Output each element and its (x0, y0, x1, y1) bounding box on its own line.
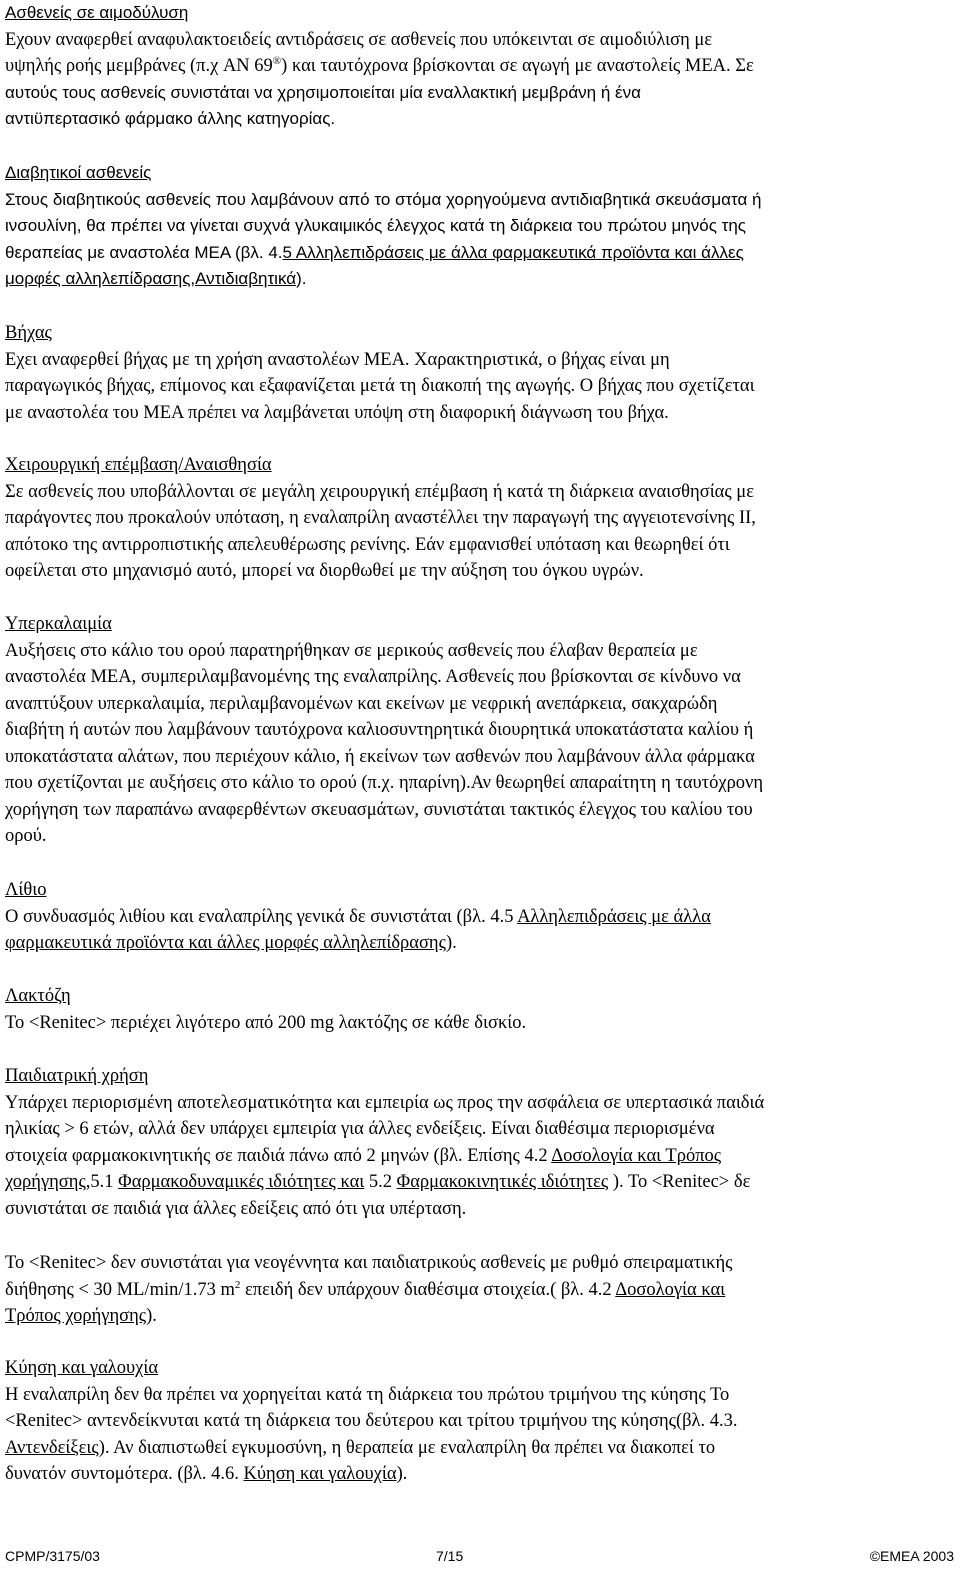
section-pregnancy-lactation (5, 1355, 738, 1488)
text-line: μορφές αλληλεπίδρασης,Αντιδιαβητικά). (5, 269, 307, 288)
document-id: CPMP/3175/03 (5, 1548, 100, 1564)
section-heading: Λακτόζη (5, 986, 71, 1006)
text-line: ηλικίας > 6 ετών, αλλά δεν υπάρχει εμπειρία για άλλες ενδείξεις. Είναι διαθέσιμα περιορισμένα (5, 1119, 715, 1139)
text-line: Η εναλαπρίλη δεν θα πρέπει να χορηγείται κατά τη διάρκεια του πρώτου τριμήνου της κύησης Το (5, 1384, 730, 1405)
text-line: Το <Renitec> δεν συνιστάται για νεογέννητα και παιδιατρικούς ασθενείς με ρυθμό σπειραματικής (5, 1253, 733, 1273)
section-hyperkalaemia (5, 611, 763, 850)
section-heading: Παιδιατρική χρήση (5, 1066, 149, 1086)
text-line: Το <Renitec> περιέχει λιγότερο από 200 mg λακτόζης σε κάθε δισκίο. (5, 1012, 527, 1033)
text-line: διήθησης < 30 ML/min/1.73 $m^2$ επειδή δεν υπάρχουν διαθέσιμα στοιχεία.( βλ. 4.2 Δοσολογία και (5, 1278, 726, 1300)
section-heading: Βήχας (5, 323, 52, 343)
text-line: με αναστολέα του ΜΕΑ πρέπει να λαμβάνεται υπόψη στη διαφορική διάγνωση του βήχα. (5, 402, 669, 423)
text-line: ορού. (5, 826, 47, 846)
text-line: θεραπείας με αναστολέα ΜΕΑ (βλ. 4.5 Αλληλεπιδράσεις με άλλα φαρμακευτικά προϊόντα και άλλες (5, 242, 744, 262)
superscript: 2 (234, 1278, 241, 1291)
text-line: παράγοντες που προκαλούν υπόταση, η εναλαπρίλη αναστέλλει την παραγωγή της αγγειοτενσίνης ΙΙ, (5, 508, 756, 528)
copyright-notice: ©EMEA 2003 (869, 1548, 954, 1564)
section-heading: Κύηση και γαλουχία (5, 1358, 159, 1378)
text-line: Υπάρχει περιορισμένη αποτελεσματικότητα και εμπειρία ως προς την ασφάλεια σε υπερτασικά παιδιά (5, 1092, 765, 1113)
text-line: παραγωγικός βήχας, επίμονος και εξαφανίζεται μετά τη διακοπή της αγωγής. Ο βήχας που σχετίζεται (5, 376, 755, 396)
text-line: διαβήτη ή αυτών που λαμβάνουν ταυτόχρονα καλιοσυντηρητικά διουρητικά υποκατάστατα καλίου ή (5, 720, 754, 740)
text-line: Στους διαβητικούς ασθενείς που λαμβάνουν από το στόμα χορηγούμενα αντιδιαβητικά σκευάσματα ή (5, 189, 762, 209)
text-line: φαρμακευτικά προϊόντα και άλλες μορφές αλληλεπίδρασης). (5, 933, 457, 953)
cross-reference-link[interactable]: χορήγησης (5, 1172, 86, 1192)
cross-reference-link[interactable]: Δοσολογία και Τρόπος (551, 1145, 722, 1166)
text-line: Εχουν αναφερθεί αναφυλακτοειδείς αντιδράσεις σε ασθενείς που υπόκεινται σε αιμοδιύλιση με (5, 29, 713, 50)
text-line: αυτούς τους ασθενείς συνιστάται να χρησιμοποιείται μία εναλλακτική μεμβράνη ή ένα (5, 82, 641, 102)
text-line: Σε ασθενείς που υποβάλλονται σε μεγάλη χειρουργική επέμβαση ή κατά τη διάρκεια αναισθησίας με (5, 481, 754, 502)
section-heading: Υπερκαλαιμία (5, 614, 112, 634)
text-line: χορήγησης,5.1 Φαρμακοδυναμικές ιδιότητες και 5.2 Φαρμακοκινητικές ιδιότητες ). Το <Renitec> δε (5, 1172, 751, 1192)
section-heading: Διαβητικοί ασθενείς (5, 163, 152, 182)
cross-reference-link[interactable]: Αλληλεπιδράσεις με άλλα (517, 906, 711, 927)
text-line: αντιϋπερτασικό φάρμακο άλλης κατηγορίας. (5, 109, 336, 128)
section-heading: Χειρουργική επέμβαση/Αναισθησία (5, 455, 272, 475)
section-diabetic-patients (5, 160, 762, 293)
text-line: Ο συνδυασμός λιθίου και εναλαπρίλης γενικά δε συνιστάται (βλ. 4.5 Αλληλεπιδράσεις με άλλα (5, 906, 711, 927)
text-line: ινσουλίνη, θα πρέπει να γίνεται συχνά γλυκαιμικός έλεγχος κατά τη διάρκεια του πρώτου μηνός της (5, 216, 746, 235)
cross-reference-link[interactable]: Αντενδείξεις (5, 1437, 99, 1458)
cross-reference-link[interactable]: Δοσολογία και (615, 1279, 726, 1300)
cross-reference-link[interactable]: 5 Αλληλεπιδράσεις με άλλα φαρμακευτικά προϊόντα και άλλες (282, 242, 744, 262)
text-line: που σχετίζονται με αυξήσεις στο κάλιο το ορού (π.χ. ηπαρίνη).Αν θεωρηθεί απαραίτητη η ταυτόχρονη (5, 773, 764, 793)
text-line: στοιχεία φαρμακοκινητικής σε παιδιά πάνω από 2 μηνών (βλ. Επίσης 4.2 Δοσολογία και Τρόπος (5, 1145, 722, 1166)
section-lactose (5, 983, 526, 1036)
text-line: χορήγηση των παραπάνω αναφερθέντων σκευασμάτων, συνιστάται τακτικός έλεγχος του καλίου του (5, 799, 753, 820)
cross-reference-link[interactable]: Τρόπος χορήγησης (5, 1306, 147, 1326)
text-line: <Renitec> αντενδείκνυται κατά τη διάρκεια του δεύτερου και τρίτου τριμήνου της κύησης(βλ. 4.3. (5, 1411, 738, 1431)
text-line: δυνατόν συντομότερα. (βλ. 4.6. Κύηση και γαλουχία). (5, 1464, 408, 1484)
text-line: υψηλής ροής μεμβράνες (π.χ AN 69®) και ταυτόχρονα βρίσκονται σε αγωγή με αναστολείς ΜΕΑ. Σε (5, 54, 754, 76)
registered-mark: ® (272, 54, 282, 67)
text-line: υποκατάστατα αλάτων, που περιέχουν κάλιο, ή εκείνων των ασθενών που λαμβάνουν άλλα φάρμακα (5, 746, 755, 767)
section-paediatric-use (5, 1063, 764, 1222)
section-surgery-anaesthesia (5, 452, 756, 585)
cross-reference-link[interactable]: φαρμακευτικά προϊόντα και άλλες μορφές αλληλεπίδρασης (5, 933, 446, 953)
text-line: απότοκο της αντιρροπιστικής απελευθέρωσης ρενίνης. Εάν εμφανισθεί υπόταση και θεωρηθεί ότι (5, 534, 730, 555)
section-cough (5, 320, 755, 426)
cross-reference-link[interactable]: Κύηση και γαλουχία (243, 1464, 397, 1484)
text-line: Εχει αναφερθεί βήχας με τη χρήση αναστολέων ΜΕΑ. Χαρακτηριστικά, ο βήχας είναι μη (5, 349, 670, 370)
section-heading: Ασθενείς σε αιμοδύλυση (5, 3, 189, 22)
page-footer (0, 1548, 960, 1568)
cross-reference-link[interactable]: Φαρμακοκινητικές ιδιότητες (396, 1172, 609, 1192)
section-lithium (5, 877, 711, 957)
cross-reference-link[interactable]: Φαρμακοδυναμικές ιδιότητες και (118, 1172, 365, 1192)
section-heading: Λίθιο (5, 880, 47, 900)
page-number: 7/15 (436, 1548, 464, 1564)
text-line: αναπτύξουν υπερκαλαιμία, περιλαμβανομένων και εκείνων με νεφρική ανεπάρκεια, σακχαρώδη (5, 693, 718, 714)
text-line: Αντενδείξεις). Αν διαπιστωθεί εγκυμοσύνη, η θεραπεία με εναλαπρίλη θα πρέπει να διακοπεί το (5, 1437, 716, 1458)
text-line: Αυξήσεις στο κάλιο του ορού παρατηρήθηκαν σε μερικούς ασθενείς που έλαβαν θεραπεία με (5, 640, 698, 661)
cross-reference-link[interactable]: μορφές αλληλεπίδρασης,Αντιδιαβητικά (5, 269, 297, 288)
section-paediatric-use-continued (5, 1250, 732, 1330)
text-line: συνιστάται σε παιδιά για άλλες εδείξεις από ότι για υπέρταση. (5, 1198, 467, 1219)
section-haemodialysis (5, 0, 754, 133)
text-line: οφείλεται στο μηχανισμό αυτό, μπορεί να διορθωθεί με την αύξηση του όγκου υγρών. (5, 561, 644, 581)
text-line: Τρόπος χορήγησης). (5, 1306, 157, 1326)
text-line: αναστολέα ΜΕΑ, συμπεριλαμβανομένης της εναλαπρίλης. Ασθενείς που βρίσκονται σε κίνδυνο να (5, 667, 741, 687)
